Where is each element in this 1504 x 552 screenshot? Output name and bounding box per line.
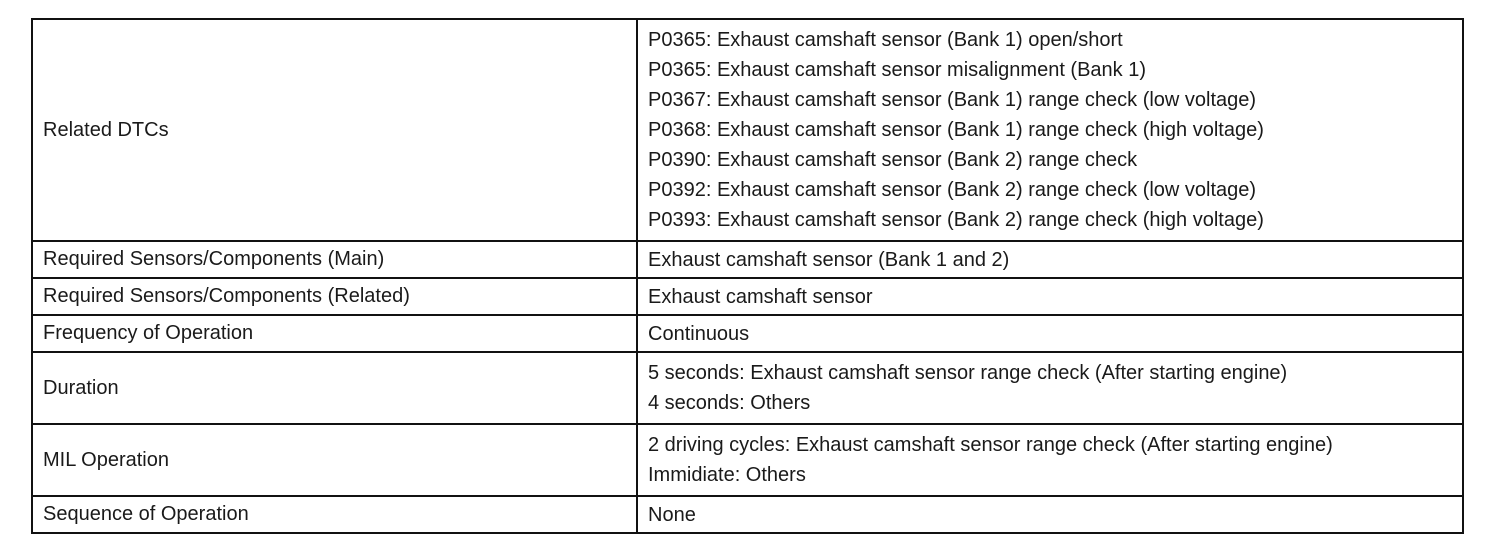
dtc-line: P0393: Exhaust camshaft sensor (Bank 2) range check (high voltage) xyxy=(648,209,1264,231)
row-label-mil-operation: MIL Operation xyxy=(32,424,637,496)
value-line: 2 driving cycles: Exhaust camshaft sensor range check (After starting engine) xyxy=(648,434,1333,456)
dtc-line: P0367: Exhaust camshaft sensor (Bank 1) range check (low voltage) xyxy=(648,89,1257,111)
row-value-sequence xyxy=(637,496,1463,533)
dtc-line: P0365: Exhaust camshaft sensor (Bank 1) open/short xyxy=(648,29,1123,51)
row-value-sensors-related xyxy=(637,278,1463,315)
row-label-frequency: Frequency of Operation xyxy=(32,315,637,352)
table-row-frequency xyxy=(32,315,1463,352)
dtc-line: P0368: Exhaust camshaft sensor (Bank 1) range check (high voltage) xyxy=(648,119,1264,141)
row-value-sensors-main xyxy=(637,241,1463,278)
row-label-duration: Duration xyxy=(32,352,637,424)
value-line: 4 seconds: Others xyxy=(648,392,811,414)
table-row-sensors-related xyxy=(32,278,1463,315)
value-line: Exhaust camshaft sensor xyxy=(648,285,873,308)
row-label-sensors-related: Required Sensors/Components (Related) xyxy=(32,278,637,315)
table-row-mil-operation xyxy=(32,424,1463,496)
table-row-sensors-main xyxy=(32,241,1463,278)
row-label-sequence: Sequence of Operation xyxy=(32,496,637,533)
row-value-duration xyxy=(637,352,1463,424)
row-value-frequency xyxy=(637,315,1463,352)
dtc-line: P0392: Exhaust camshaft sensor (Bank 2) range check (low voltage) xyxy=(648,179,1257,201)
value-line: Immidiate: Others xyxy=(648,464,806,486)
value-line: 5 seconds: Exhaust camshaft sensor range check (After starting engine) xyxy=(648,362,1288,384)
dtc-line: P0390: Exhaust camshaft sensor (Bank 2) range check xyxy=(648,149,1138,171)
row-value-related-dtcs xyxy=(637,19,1463,241)
monitor-spec-table xyxy=(31,18,1464,534)
value-line: Exhaust camshaft sensor (Bank 1 and 2) xyxy=(648,248,1010,271)
dtc-line: P0365: Exhaust camshaft sensor misalignment (Bank 1) xyxy=(648,59,1147,81)
row-label-sensors-main: Required Sensors/Components (Main) xyxy=(32,241,637,278)
value-line: None xyxy=(648,503,696,526)
value-line: Continuous xyxy=(648,322,750,345)
row-value-mil-operation xyxy=(637,424,1463,496)
table-row-duration xyxy=(32,352,1463,424)
table-row-related-dtcs xyxy=(32,19,1463,241)
row-label-related-dtcs: Related DTCs xyxy=(32,19,637,241)
table-row-sequence xyxy=(32,496,1463,533)
